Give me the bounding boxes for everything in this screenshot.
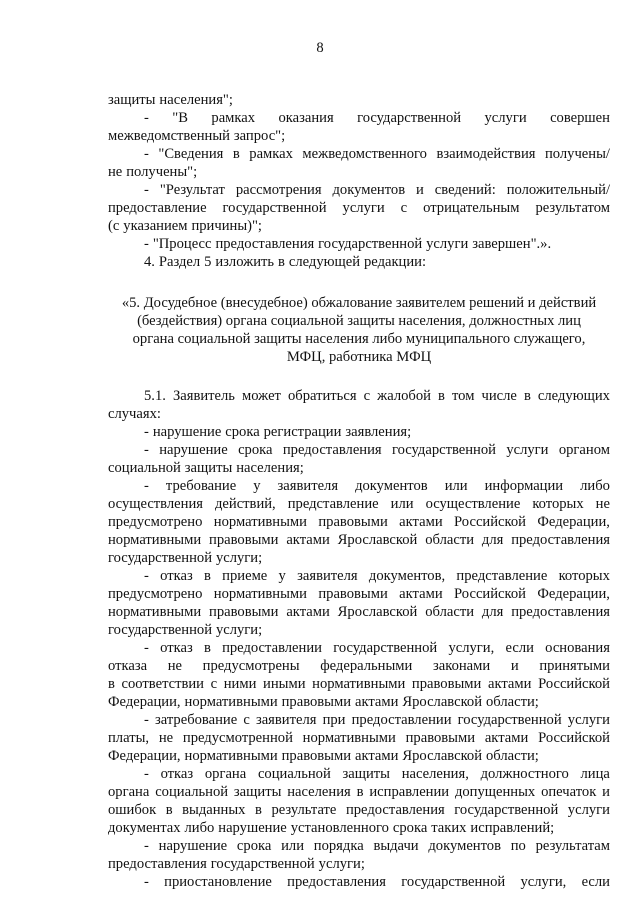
word: числе — [481, 388, 517, 404]
body-line — [108, 531, 610, 549]
word: социальной — [155, 784, 229, 800]
word: "В — [172, 110, 188, 126]
word: правовыми — [405, 730, 476, 746]
word: услуги — [506, 442, 549, 458]
word: правовыми — [318, 514, 388, 530]
word: актами — [399, 586, 443, 602]
word: отказ — [160, 766, 194, 782]
word: защиты — [108, 92, 156, 108]
body-line — [108, 855, 610, 873]
word: услуги, — [520, 874, 567, 890]
word: правовыми — [281, 748, 352, 764]
body-line — [108, 819, 610, 837]
word: предоставления — [511, 532, 610, 548]
word: совершен — [550, 110, 610, 126]
word: в — [165, 802, 173, 818]
word: по — [510, 838, 526, 854]
word: - — [144, 110, 149, 126]
word: получены"; — [126, 164, 198, 180]
intro-line — [108, 253, 610, 271]
word: нарушение — [158, 838, 228, 854]
word: не — [595, 496, 610, 512]
word: нормативными — [184, 748, 278, 764]
intro-line — [108, 145, 610, 163]
word: Раздел — [158, 254, 201, 270]
word: сведений: — [434, 182, 496, 198]
word: с — [243, 712, 250, 728]
word: заявителя — [277, 478, 339, 494]
word: государственной — [401, 874, 506, 890]
word: предоставление — [108, 200, 207, 216]
word: в — [204, 568, 211, 584]
word: срока — [236, 838, 272, 854]
word: или — [281, 838, 305, 854]
body-line — [108, 837, 610, 855]
word: документов — [355, 478, 428, 494]
word: социальной — [257, 766, 331, 782]
body-line — [108, 387, 610, 405]
word: Российской — [454, 514, 526, 530]
word: 5 — [204, 254, 212, 270]
word: органа — [204, 766, 247, 782]
word: государственной — [391, 442, 496, 458]
word: Российской — [538, 730, 610, 746]
word: - — [144, 236, 149, 252]
word: 4. — [144, 254, 155, 270]
body-line — [108, 423, 610, 441]
word: Российской — [538, 676, 610, 692]
word: соответствии — [121, 676, 204, 692]
word: информации — [484, 478, 564, 494]
word: предоставления — [108, 856, 207, 872]
word: Заявитель — [172, 388, 235, 404]
intro-line — [108, 235, 610, 253]
word: области — [425, 532, 475, 548]
word: государственной — [457, 712, 562, 728]
heading-line: «5. Досудебное (внесудебное) обжалование заявителем решений и действий — [121, 295, 597, 311]
intro-line — [108, 91, 610, 109]
word: в — [255, 802, 262, 818]
word: не — [167, 658, 183, 674]
word: результате — [271, 802, 337, 818]
page-number: 8 — [316, 40, 324, 56]
body-line — [108, 621, 610, 639]
word: "Результат — [159, 182, 225, 198]
word: и — [510, 658, 519, 674]
body-line — [108, 747, 610, 765]
word: осуществления — [108, 496, 203, 512]
word: законами — [432, 658, 491, 674]
word: следующих — [537, 388, 610, 404]
word: - — [144, 640, 149, 656]
intro-line — [108, 127, 610, 145]
word: - — [144, 424, 149, 440]
heading-line: МФЦ, работника МФЦ — [286, 349, 432, 365]
word: у — [253, 478, 261, 494]
word: если — [581, 874, 610, 890]
body-line — [108, 513, 610, 531]
word: в — [278, 254, 285, 270]
word: "Сведения — [158, 146, 224, 162]
word: документах — [108, 820, 181, 836]
word: запрос"; — [233, 128, 286, 144]
word: защиты — [184, 460, 233, 476]
word: органа — [108, 784, 150, 800]
word: исправлений; — [470, 820, 555, 836]
word: правовыми — [281, 694, 352, 710]
word: рассмотрения — [235, 182, 322, 198]
body-line — [108, 765, 610, 783]
word: отрицательным — [423, 200, 520, 216]
intro-list — [108, 91, 610, 271]
word: Федерации, — [537, 514, 610, 530]
word: указанием — [123, 218, 188, 234]
word: предоставления — [511, 604, 610, 620]
section-heading — [108, 294, 610, 366]
word: принятыми — [539, 658, 610, 674]
word: нарушение — [159, 442, 228, 458]
word: Ярославской — [337, 532, 418, 548]
word: - — [144, 838, 149, 854]
body-line — [108, 675, 610, 693]
word: отказа — [108, 658, 148, 674]
body-line — [108, 549, 610, 567]
body-line — [108, 459, 610, 477]
word: в — [523, 388, 531, 404]
word: Федерации, — [108, 694, 181, 710]
word: в — [438, 388, 445, 404]
word: или — [444, 478, 468, 494]
word: нарушение — [218, 820, 287, 836]
word: "Процесс — [152, 236, 212, 252]
word: услуги — [484, 110, 527, 126]
word: государственной — [222, 200, 327, 216]
word: - — [144, 478, 149, 494]
word: нормативными — [108, 604, 202, 620]
word: которых — [558, 568, 610, 584]
body-line — [108, 711, 610, 729]
word: предусмотренной — [182, 730, 293, 746]
word: с — [363, 388, 371, 404]
word: - — [144, 182, 149, 198]
word: государственной — [318, 236, 423, 252]
word: лица — [580, 766, 610, 782]
word: и — [602, 784, 610, 800]
word: должностного — [480, 766, 569, 782]
word: услуги, — [448, 640, 495, 656]
word: межведомственного — [302, 146, 427, 162]
word: услуги; — [318, 856, 365, 872]
intro-line — [108, 109, 610, 127]
word: актами — [354, 748, 399, 764]
word: заявителя — [255, 712, 317, 728]
word: Федерации, — [537, 586, 610, 602]
word: следующей — [288, 254, 361, 270]
word: социальной — [108, 460, 181, 476]
word: действий, — [214, 496, 276, 512]
word: государственной — [454, 802, 559, 818]
word: выдачи — [373, 838, 419, 854]
word: - — [144, 442, 149, 458]
word: платы, — [108, 730, 150, 746]
body-line — [108, 639, 610, 657]
word: услуги — [426, 236, 469, 252]
body-line — [108, 729, 610, 747]
body-line — [108, 585, 610, 603]
body-line — [108, 783, 610, 801]
intro-line — [108, 217, 610, 235]
word: редакции: — [363, 254, 427, 270]
word: обратиться — [288, 388, 357, 404]
word: рамках — [249, 146, 293, 162]
word: порядка — [313, 838, 364, 854]
word: услуги — [567, 802, 610, 818]
word: - — [144, 712, 149, 728]
heading-line: органа социальной защиты населения либо муниципального служащего, — [132, 331, 586, 347]
body-line — [108, 441, 610, 459]
word: межведомственный — [108, 128, 230, 144]
word: органом — [558, 442, 610, 458]
word: изложить — [215, 254, 275, 270]
word: в — [108, 676, 115, 692]
word: Ярославской — [402, 748, 483, 764]
word: правовыми — [411, 676, 482, 692]
word: предоставления — [215, 236, 315, 252]
word: предоставления — [287, 874, 386, 890]
word: жалобой — [377, 388, 431, 404]
word: представление — [287, 496, 379, 512]
word: в — [203, 640, 211, 656]
word: приеме — [222, 568, 268, 584]
body-line — [108, 495, 610, 513]
word: государственной — [108, 550, 213, 566]
word: - — [144, 874, 149, 890]
word: предоставлении — [222, 640, 322, 656]
word: основания — [545, 640, 610, 656]
word: либо — [184, 820, 215, 836]
word: результатам — [535, 838, 610, 854]
word: заявления; — [345, 424, 412, 440]
word: либо — [580, 478, 610, 494]
word: нормативными — [213, 514, 307, 530]
word: ними — [223, 676, 257, 692]
body-line — [108, 657, 610, 675]
word: положительный/ — [506, 182, 610, 198]
word: услуги — [342, 200, 385, 216]
word: иными — [263, 676, 306, 692]
word: срока — [238, 442, 273, 458]
word: государственной — [210, 856, 315, 872]
word: правовыми — [209, 604, 279, 620]
word: рамках — [211, 110, 256, 126]
word: причины)"; — [191, 218, 262, 234]
word: и — [416, 182, 424, 198]
word: если — [505, 640, 534, 656]
word: установленного — [290, 820, 389, 836]
word: отказ — [160, 568, 193, 584]
word: случаях: — [108, 406, 161, 422]
body-line — [108, 405, 610, 423]
word: у — [278, 568, 286, 584]
heading-line: (бездействия) органа социальной защиты населения, должностных лиц — [137, 313, 581, 329]
body-line — [108, 477, 610, 495]
word: федеральными — [320, 658, 413, 674]
section-body — [108, 387, 610, 891]
word: государственной — [108, 622, 213, 638]
word: при — [322, 712, 346, 728]
word: нарушение — [152, 424, 222, 440]
word: - — [144, 568, 149, 584]
word: в — [232, 146, 240, 162]
word: срока — [225, 424, 260, 440]
word: получены/ — [544, 146, 610, 162]
word: услуги — [567, 712, 610, 728]
word: населения; — [236, 460, 304, 476]
word: регистрации — [263, 424, 342, 440]
word: Ярославской — [337, 604, 418, 620]
body-line — [108, 603, 610, 621]
word: результатом — [535, 200, 610, 216]
word: правовыми — [318, 586, 388, 602]
word: актами — [286, 604, 330, 620]
word: (с — [108, 218, 120, 234]
word: документов, — [368, 568, 446, 584]
word: документов — [428, 838, 501, 854]
word: представление — [456, 568, 548, 584]
word: опечаток — [541, 784, 597, 800]
word: или — [390, 496, 414, 512]
word: осуществление — [425, 496, 521, 512]
word: в — [356, 784, 364, 800]
word: защиты — [233, 784, 282, 800]
word: правовыми — [209, 532, 279, 548]
word: области; — [485, 748, 539, 764]
intro-line — [108, 163, 610, 181]
intro-line — [108, 181, 610, 199]
word: услуги; — [215, 622, 263, 638]
word: государственной — [357, 110, 462, 126]
word: нормативными — [213, 586, 307, 602]
word: оказания — [278, 110, 334, 126]
word: срока — [392, 820, 428, 836]
word: актами — [399, 514, 443, 530]
word: исправлении — [369, 784, 450, 800]
word: для — [481, 532, 504, 548]
document-text — [108, 91, 610, 891]
word: заявителя — [297, 568, 358, 584]
word: - — [144, 766, 149, 782]
word: 5.1. — [144, 388, 166, 404]
word: предусмотрено — [108, 586, 203, 602]
word: завершен".». — [472, 236, 552, 252]
word: ошибок — [108, 802, 157, 818]
word: допущенных — [454, 784, 536, 800]
word: Федерации, — [108, 748, 181, 764]
word: предусмотрены — [202, 658, 300, 674]
word: взаимодействия — [436, 146, 536, 162]
word: населения — [287, 784, 351, 800]
word: предусмотрено — [108, 514, 203, 530]
body-line — [108, 801, 610, 819]
word: не — [108, 164, 123, 180]
word: области — [425, 604, 475, 620]
word: документов — [332, 182, 406, 198]
body-line — [108, 567, 610, 585]
word: нормативными — [312, 676, 406, 692]
word: для — [481, 604, 504, 620]
word: нормативными — [108, 532, 202, 548]
word: Российской — [454, 586, 526, 602]
word: не — [158, 730, 174, 746]
word: может — [242, 388, 281, 404]
word: затребование — [155, 712, 238, 728]
word: населения, — [401, 766, 469, 782]
word: предоставления — [345, 802, 445, 818]
word: приостановление — [164, 874, 272, 890]
word: нормативными — [302, 730, 396, 746]
word: выданных — [182, 802, 246, 818]
word: населения"; — [159, 92, 233, 108]
word: нормативными — [184, 694, 278, 710]
word: Ярославской — [402, 694, 483, 710]
word: с — [400, 200, 408, 216]
word: предоставления — [282, 442, 382, 458]
word: актами — [286, 532, 330, 548]
word: актами — [354, 694, 399, 710]
word: предоставлении — [351, 712, 452, 728]
word: требование — [165, 478, 237, 494]
word: государственной — [333, 640, 438, 656]
body-line — [108, 873, 610, 891]
word: - — [144, 146, 149, 162]
word: защиты — [342, 766, 390, 782]
word: таких — [431, 820, 467, 836]
word: которых — [532, 496, 584, 512]
word: актами — [484, 730, 529, 746]
word: области; — [485, 694, 539, 710]
intro-line — [108, 199, 610, 217]
word: с — [210, 676, 218, 692]
word: отказ — [160, 640, 193, 656]
word: актами — [487, 676, 532, 692]
word: том — [451, 388, 475, 404]
word: услуги; — [215, 550, 263, 566]
body-line — [108, 693, 610, 711]
